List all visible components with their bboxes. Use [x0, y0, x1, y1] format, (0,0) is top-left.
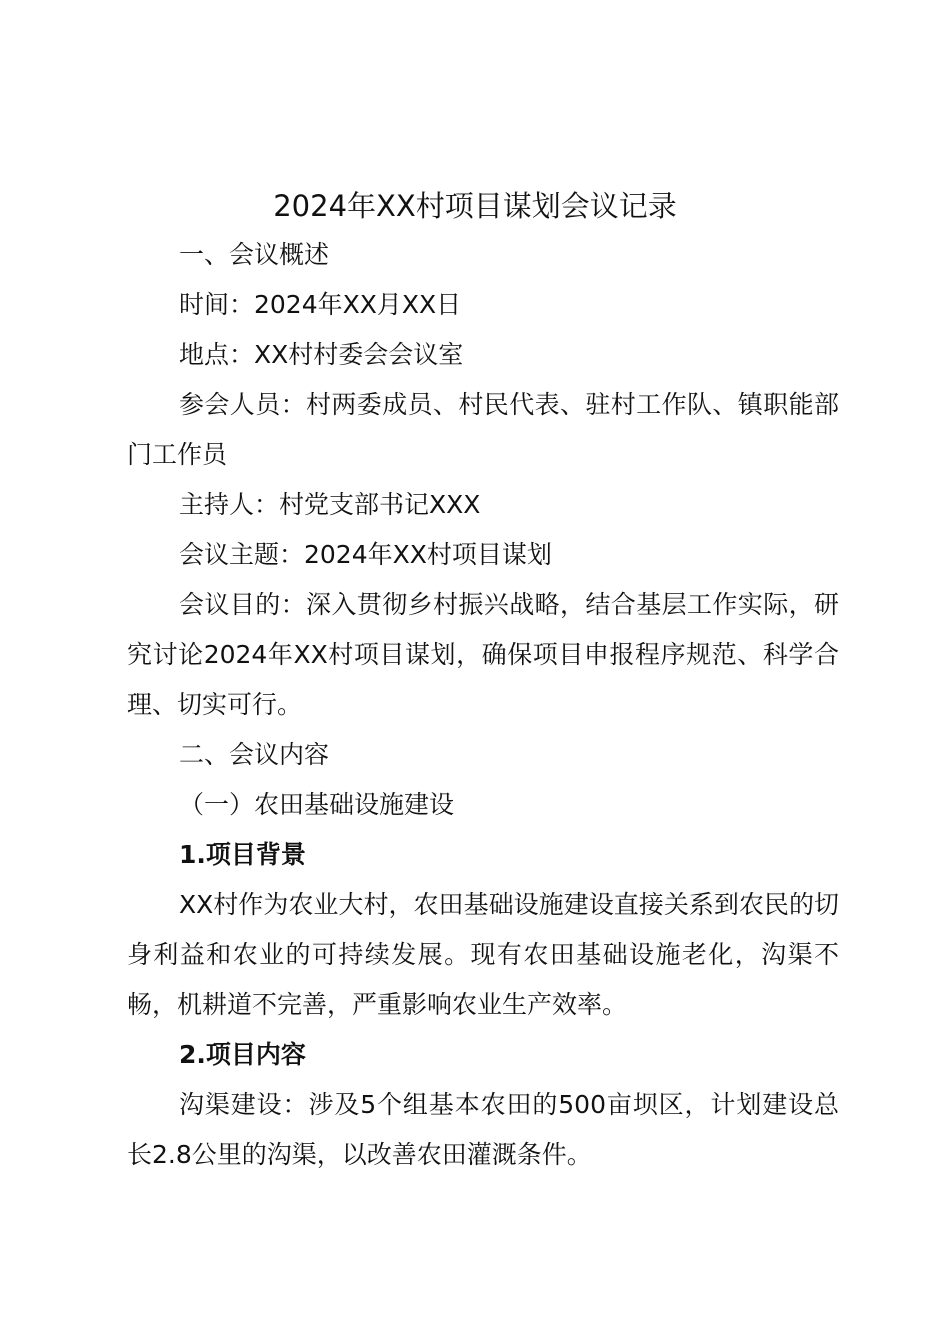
heading-project-background: 1.项目背景: [179, 840, 306, 869]
meeting-attendees: 参会人员：村两委成员、村民代表、驻村工作队、镇职能部门工作员: [127, 390, 839, 469]
heading-meeting-overview: 一、会议概述: [179, 240, 330, 269]
meeting-location: 地点：XX村村委会会议室: [179, 340, 464, 369]
heading-project-content: 2.项目内容: [179, 1040, 306, 1069]
subheading-farmland-infrastructure: （一）农田基础设施建设: [179, 790, 455, 819]
meeting-host: 主持人：村党支部书记XXX: [179, 490, 481, 519]
meeting-purpose: 会议目的：深入贯彻乡村振兴战略，结合基层工作实际，研究讨论2024年XX村项目谋划，确保项目申报程序规范、科学合理、切实可行。: [127, 590, 839, 719]
project-background-text: XX村作为农业大村，农田基础设施建设直接关系到农民的切身利益和农业的可持续发展。现有农田基础设施老化，沟渠不畅，机耕道不完善，严重影响农业生产效率。: [127, 890, 839, 1019]
project-content-text: 沟渠建设：涉及5个组基本农田的500亩坝区，计划建设总长2.8公里的沟渠，以改善农田灌溉条件。: [127, 1090, 839, 1169]
meeting-time: 时间：2024年XX月XX日: [179, 290, 462, 319]
heading-meeting-content: 二、会议内容: [179, 740, 330, 769]
meeting-theme: 会议主题：2024年XX村项目谋划: [179, 540, 552, 569]
document-body: [127, 230, 839, 1180]
document-title: 2024年XX村项目谋划会议记录: [273, 189, 677, 223]
